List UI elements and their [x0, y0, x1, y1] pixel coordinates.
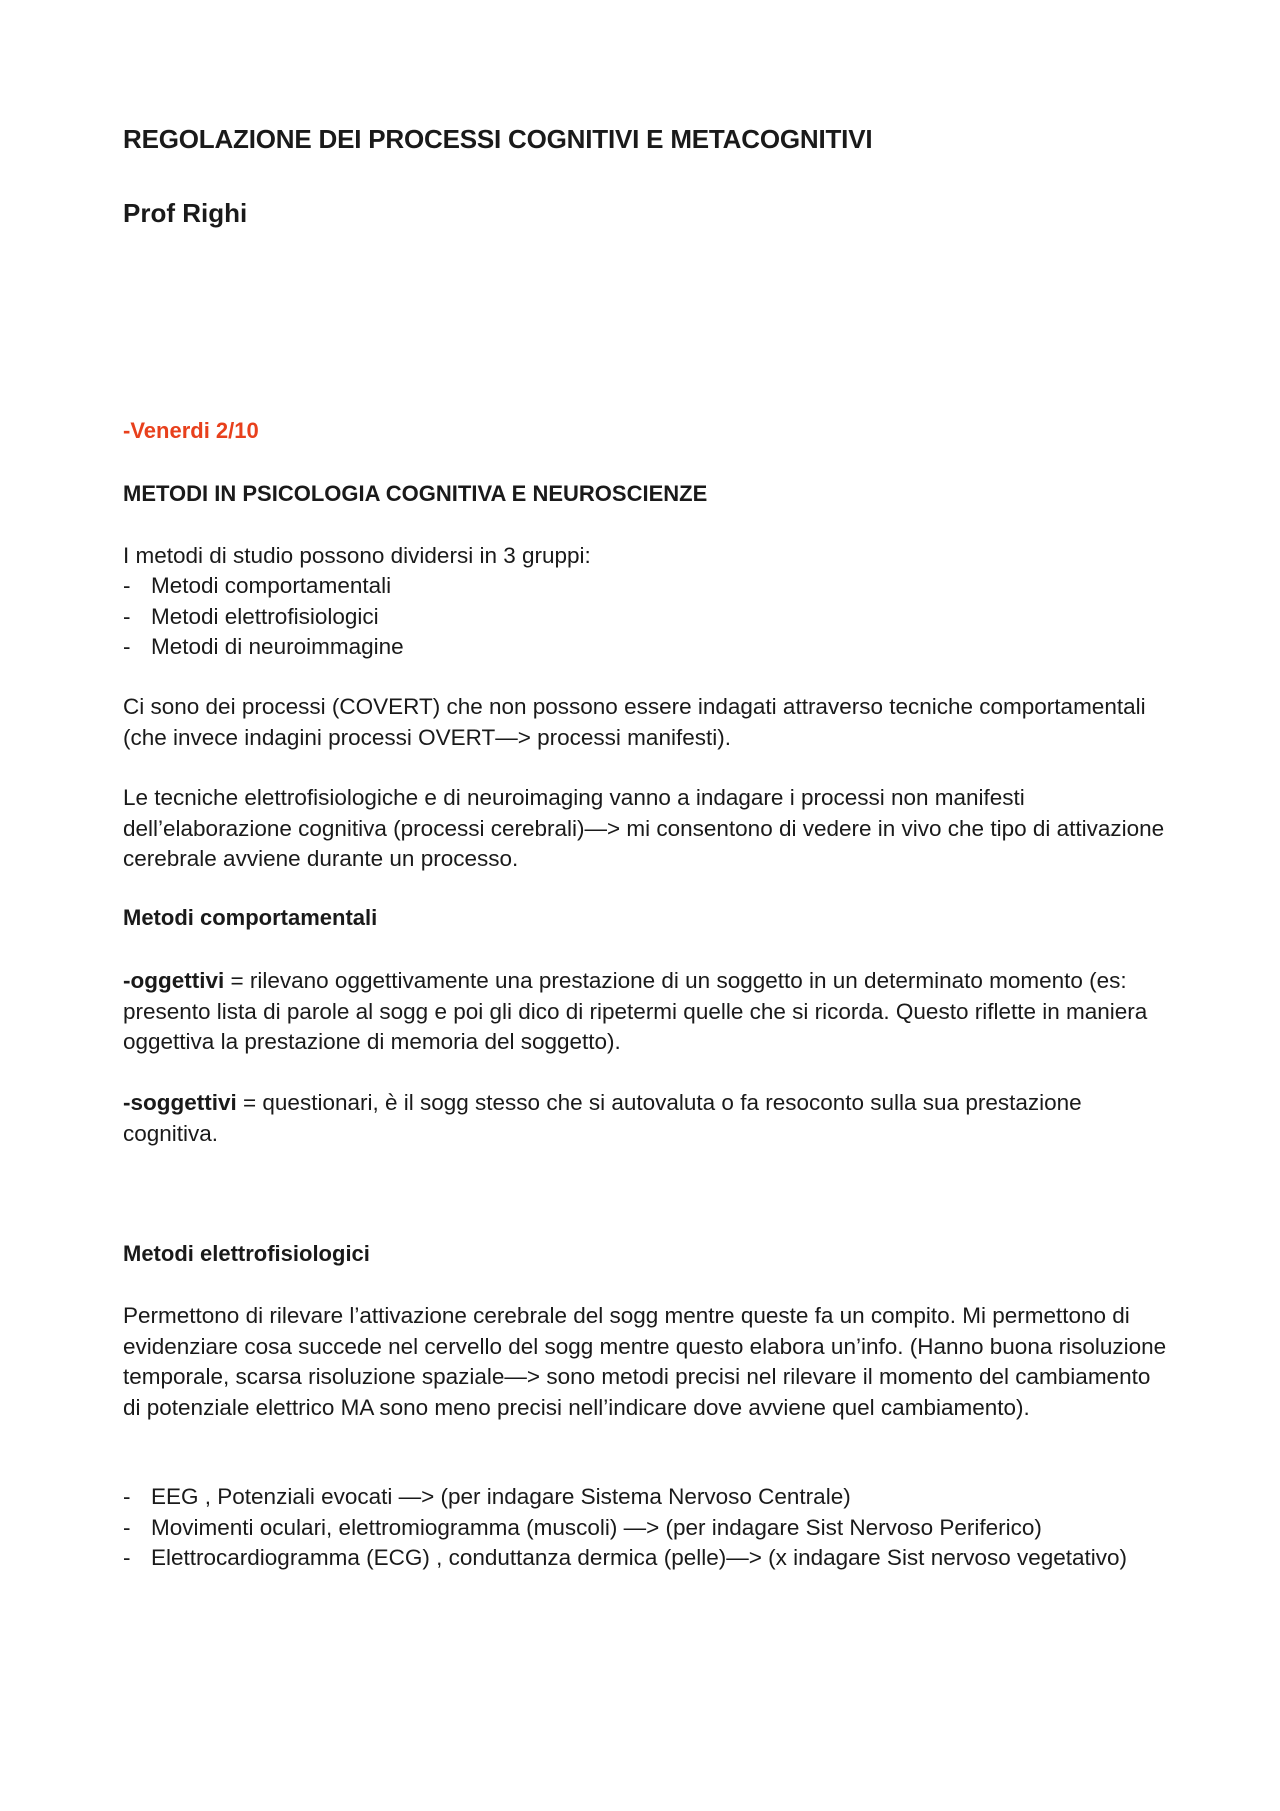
section-title: METODI IN PSICOLOGIA COGNITIVA E NEUROSCIENZE: [123, 481, 708, 506]
objective-term: -oggettivi: [123, 968, 225, 993]
bullet-dash: -: [123, 634, 131, 659]
document-title: REGOLAZIONE DEI PROCESSI COGNITIVI E METACOGNITIVI: [123, 124, 873, 154]
list-item: - Metodi comportamentali: [123, 571, 1181, 602]
subjective-term: -soggettivi: [123, 1090, 237, 1115]
professor-name: Prof Righi: [123, 198, 248, 228]
intro-text: I metodi di studio possono dividersi in 3 gruppi:: [123, 543, 591, 568]
electro-paragraph: Permettono di rilevare l’attivazione cerebrale del sogg mentre queste fa un compito. Mi permettono di evidenziare cosa succede nel cervello del sogg mentre questo elabora un’info. (Hanno buona risoluzione temporale, scarsa risoluzione spaziale—> sono metodi precisi nel rilevare il momento del cambiamento di potenziale elettrico MA sono meno precisi nell’indicare dove avviene quel cambiamento).: [123, 1303, 1167, 1420]
methods-group-list: [123, 571, 1181, 663]
list-item: - Elettrocardiogramma (ECG) , conduttanza dermica (pelle)—> (x indagare Sist nervoso vegetativo): [123, 1543, 1181, 1574]
list-item: - Metodi elettrofisiologici: [123, 602, 1181, 633]
bullet-dash: -: [123, 1514, 131, 1540]
bullet-dash: -: [123, 603, 131, 629]
list-item: - Metodi di neuroimmagine: [123, 632, 1181, 663]
bullet-dash: -: [123, 1484, 131, 1509]
electro-methods-list: [123, 1482, 1181, 1574]
bullet-dash: -: [123, 1545, 131, 1570]
objective-paragraph: -oggettivi = rilevano oggettivamente una prestazione di un soggetto in un determinato momento (es: presento lista di parole al sogg e poi gli dico di ripetermi quelle che si ricorda. Questo riflette in maniera oggettiva la prestazione di memoria del soggetto).: [123, 968, 1148, 1054]
behavioral-heading: Metodi comportamentali: [123, 905, 378, 930]
list-item: - Movimenti oculari, elettromiogramma (muscoli) —> (per indagare Sist Nervoso Periferico): [123, 1513, 1181, 1544]
electro-heading: Metodi elettrofisiologici: [123, 1241, 370, 1266]
lecture-date: -Venerdi 2/10: [123, 418, 259, 443]
subjective-paragraph: -soggettivi = questionari, è il sogg stesso che si autovaluta o fa resoconto sulla sua prestazione cognitiva.: [123, 1090, 1082, 1146]
bullet-dash: -: [123, 573, 131, 598]
techniques-paragraph: Le tecniche elettrofisiologiche e di neuroimaging vanno a indagare i processi non manifesti dell’elaborazione cognitiva (processi cerebrali)—> mi consentono di vedere in vivo che tipo di attivazione cerebrale avviene durante un processo.: [123, 785, 1165, 871]
list-item: - EEG , Potenziali evocati —> (per indagare Sistema Nervoso Centrale): [123, 1482, 1181, 1513]
covert-paragraph: Ci sono dei processi (COVERT) che non possono essere indagati attraverso tecniche comportamentali (che invece indagini processi OVERT—> processi manifesti).: [123, 694, 1146, 750]
